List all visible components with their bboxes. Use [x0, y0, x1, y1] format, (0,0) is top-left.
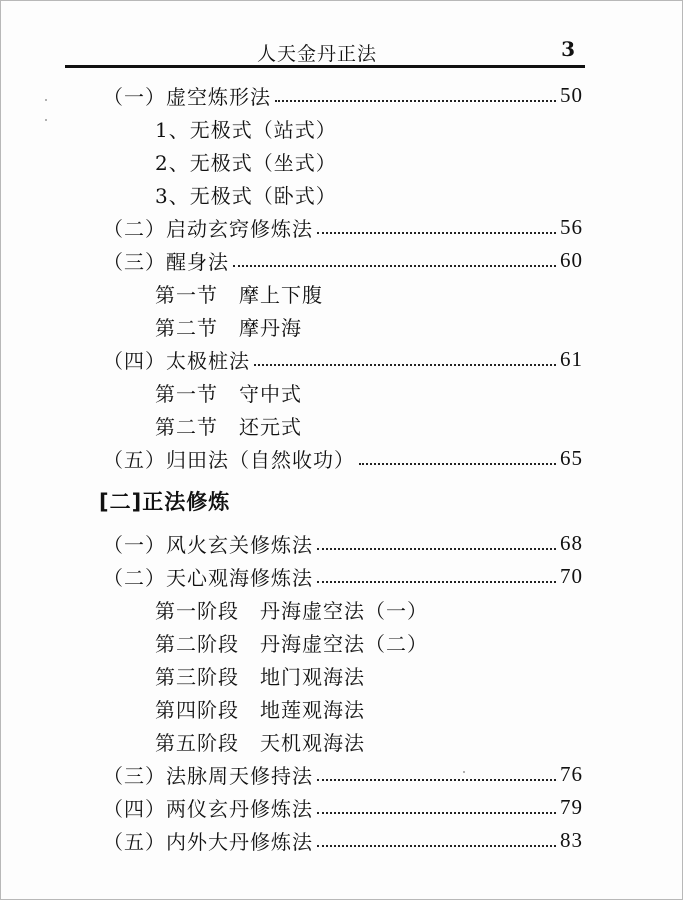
toc-entry-label: 第一节 摩上下腹 — [155, 283, 323, 307]
dot-leader — [317, 812, 556, 814]
toc-page-number: 65 — [560, 446, 583, 470]
toc-entry-label: （五）归田法（自然收功） — [103, 448, 355, 472]
dot-leader — [359, 463, 556, 465]
toc-entry-label: 1、无极式（站式） — [155, 118, 337, 142]
page-header — [65, 29, 585, 65]
dot-leader — [254, 364, 556, 366]
toc-entry-label: 第二阶段 丹海虚空法（二） — [155, 632, 428, 656]
toc-page-number: 70 — [560, 564, 583, 588]
toc-entry — [103, 824, 583, 857]
dot-leader — [317, 581, 556, 583]
toc-entry-label: （四）太极桩法 — [103, 349, 250, 373]
toc-entry-label: 第一阶段 丹海虚空法（一） — [155, 599, 428, 623]
toc-entry-label: 第三阶段 地门观海法 — [155, 665, 365, 689]
dot-leader — [317, 779, 556, 781]
toc-page-number: 61 — [560, 347, 583, 371]
scan-speck — [463, 771, 465, 773]
toc-entry-label: 第二节 摩丹海 — [155, 316, 302, 340]
toc-entry — [103, 211, 583, 244]
toc-page-number: 79 — [560, 795, 583, 819]
scan-speck — [45, 99, 47, 101]
toc-group-1 — [103, 79, 583, 475]
toc-entry-label: （五）内外大丹修炼法 — [103, 830, 313, 854]
toc-entry-label: （一）风火玄关修炼法 — [103, 533, 313, 557]
toc-entry-label: 第五阶段 天机观海法 — [155, 731, 365, 755]
toc-page-number: 56 — [560, 215, 583, 239]
toc-entry-label: （三）醒身法 — [103, 250, 229, 274]
toc-entry-label: 第四阶段 地莲观海法 — [155, 698, 365, 722]
toc-page-number: 83 — [560, 828, 583, 852]
toc-entry — [103, 442, 583, 475]
dot-leader — [233, 265, 556, 267]
toc-page-number: 76 — [560, 762, 583, 786]
toc-subentry — [103, 376, 583, 409]
toc-page-number: 50 — [560, 83, 583, 107]
toc-entry — [103, 758, 583, 791]
toc-subentry — [103, 310, 583, 343]
toc-entry-label: （三）法脉周天修持法 — [103, 764, 313, 788]
toc-entry-label: 第二节 还元式 — [155, 415, 302, 439]
section-heading: [二]正法修炼 — [99, 490, 231, 514]
table-of-contents — [99, 79, 583, 857]
dot-leader — [275, 100, 556, 102]
toc-subentry — [103, 178, 583, 211]
toc-subentry — [103, 277, 583, 310]
running-title: 人天金丹正法 — [257, 43, 378, 65]
toc-entry-label: 2、无极式（坐式） — [155, 151, 337, 175]
toc-subentry — [103, 692, 583, 725]
toc-entry-label: 第一节 守中式 — [155, 382, 302, 406]
toc-subentry — [103, 145, 583, 178]
toc-entry-label: （二）启动玄窍修炼法 — [103, 217, 313, 241]
toc-subentry — [103, 409, 583, 442]
toc-subentry — [103, 659, 583, 692]
toc-entry — [103, 244, 583, 277]
toc-entry — [103, 527, 583, 560]
toc-subentry — [103, 112, 583, 145]
dot-leader — [317, 232, 556, 234]
toc-page-number: 68 — [560, 531, 583, 555]
toc-group-2 — [103, 527, 583, 857]
toc-entry — [103, 560, 583, 593]
toc-entry-label: （二）天心观海修炼法 — [103, 566, 313, 590]
dot-leader — [317, 548, 556, 550]
header-rule — [65, 65, 585, 68]
toc-entry — [103, 791, 583, 824]
toc-entry-label: （四）两仪玄丹修炼法 — [103, 797, 313, 821]
toc-entry-label: （一）虚空炼形法 — [103, 85, 271, 109]
toc-page-number: 60 — [560, 248, 583, 272]
toc-entry — [103, 343, 583, 376]
page-number: 3 — [561, 37, 575, 61]
dot-leader — [317, 845, 556, 847]
toc-subentry — [103, 626, 583, 659]
toc-subentry — [103, 725, 583, 758]
scan-speck — [45, 119, 47, 121]
toc-entry — [103, 79, 583, 112]
toc-entry-label: 3、无极式（卧式） — [155, 184, 337, 208]
toc-subentry — [103, 593, 583, 626]
